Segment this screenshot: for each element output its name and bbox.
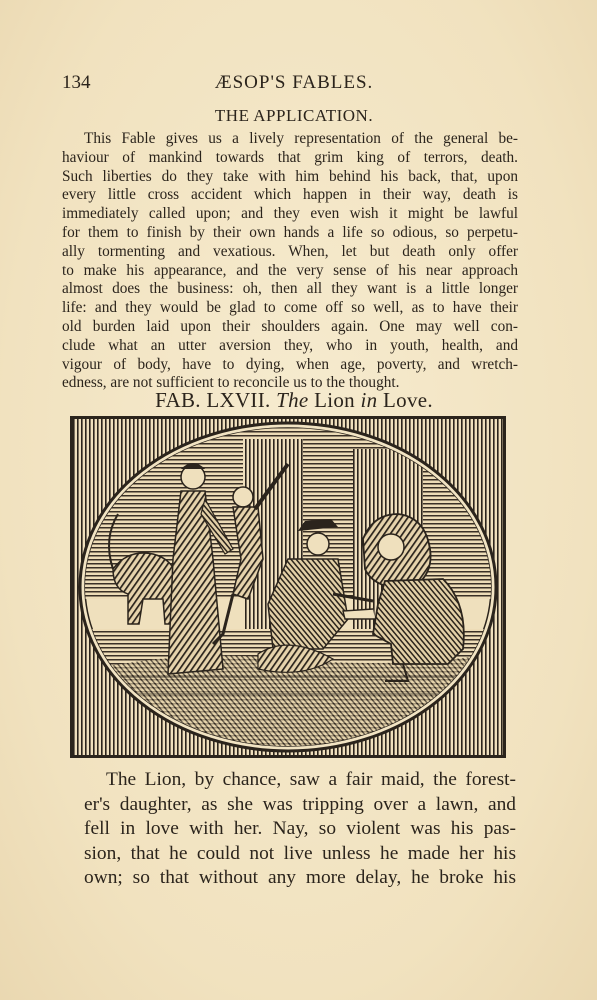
text-line: edness, are not sufficient to reconcile us to the thought. [62, 374, 400, 392]
text-line: er's daughter, as she was tripping over a lawn, and [84, 793, 516, 815]
text-line: life: and they would be glad to come off so well, as to have their [62, 299, 518, 317]
text-line: ally tormenting and vexatious. When, let but death only offer [62, 242, 518, 260]
application-title: THE APPLICATION. [214, 106, 374, 125]
woodcut-illustration [70, 416, 506, 758]
application-text [62, 130, 518, 393]
woodcut-lion-maid-image [73, 419, 503, 755]
text-line: almost does the business: oh, then all they want is a little longer [62, 280, 518, 298]
text-line: clude what an utter aversion they, who in youth, health, and [62, 336, 518, 354]
fable-number: FAB. LXVII. [155, 388, 271, 412]
text-line: old burden laid upon their shoulders again. One may well con- [62, 317, 518, 335]
text-line: fell in love with her. Nay, so violent was his pas- [84, 818, 516, 839]
fable-title-the: The [276, 388, 309, 412]
text-line: own; so that without any more delay, he broke his [84, 867, 516, 888]
text-line: Such liberties do they take with him behind his back, that, upon [62, 167, 518, 185]
fable-title [62, 388, 526, 413]
fable-title-love: Love. [383, 388, 433, 412]
story-text [84, 768, 516, 891]
fable-title-lion: Lion [314, 388, 355, 412]
text-line: haviour of mankind towards that grim king of terrors, death. [62, 148, 518, 166]
text-line: to make his appearance, and the very sense of his near approach [62, 261, 518, 279]
text-line: vigour of body, have to dying, when age, poverty, and wretch- [62, 355, 518, 373]
text-line: sion, that he could not live unless he made her his [84, 842, 516, 864]
fable-title-in: in [360, 388, 378, 412]
text-line: immediately called upon; and they even wish it might be lawful [62, 205, 518, 223]
text-line: This Fable gives us a lively representation of the general be- [84, 130, 518, 147]
page-header [62, 72, 526, 96]
text-line: for them to finish by their own hands a life so odious, so perpetu- [62, 223, 518, 241]
page-number: 134 [62, 72, 91, 93]
text-line: every little cross accident which happen in their way, death is [62, 186, 518, 204]
running-head: ÆSOP'S FABLES. [214, 72, 374, 93]
text-line: The Lion, by chance, saw a fair maid, the forest- [106, 769, 516, 790]
